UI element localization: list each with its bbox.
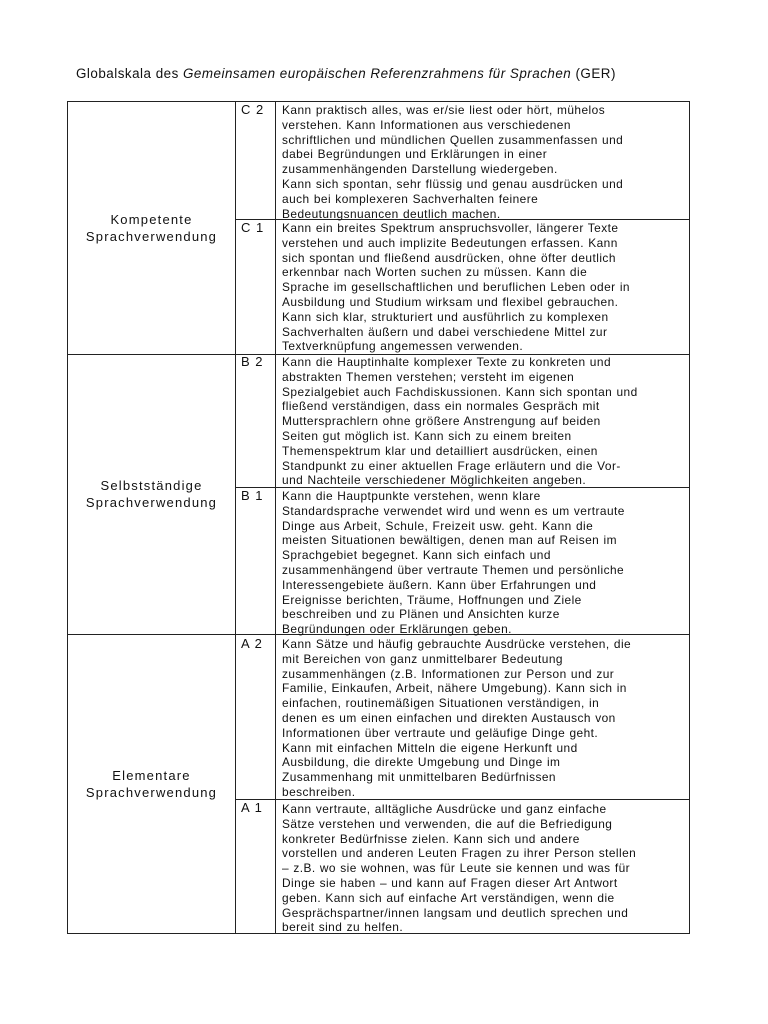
title-prefix: Globalskala des bbox=[76, 66, 183, 81]
description-line: Textverknüpfung angemessen verwenden. bbox=[282, 339, 524, 354]
description-line: Kann ein breites Spektrum anspruchsvoller, längerer Texte bbox=[282, 221, 619, 235]
description-line: abstrakten Themen verstehen; versteht im eigenen bbox=[282, 369, 575, 384]
description-line: Themenspektrum klar und detailliert ausdrücken, einen bbox=[282, 443, 598, 458]
description-line: sich spontan und fließend ausdrücken, ohne öfter deutlich bbox=[282, 250, 616, 265]
description-line: Sätze verstehen und verwenden, die auf die Befriedigung bbox=[282, 816, 613, 831]
description-line: bereit sind zu helfen. bbox=[282, 920, 404, 935]
description-line: Ausbildung und Studium wirksam und flexibel gebrauchen. bbox=[282, 294, 619, 309]
description-line: zusammenhängend über vertraute Themen und persönliche bbox=[282, 562, 625, 577]
description-line: Standpunkt zu einer aktuellen Frage erläutern und die Vor- bbox=[282, 458, 621, 473]
description-line: beschreiben und zu Plänen und Ansichten kurze bbox=[282, 607, 560, 622]
page-title bbox=[76, 66, 716, 81]
level-description-c1 bbox=[282, 221, 686, 354]
description-line: Zusammenhang mit unmittelbaren Bedürfnissen bbox=[282, 770, 556, 785]
category-line2: Sprachverwendung bbox=[85, 495, 218, 510]
description-line: Kann vertraute, alltägliche Ausdrücke und ganz einfache bbox=[282, 802, 607, 816]
title-italic: Gemeinsamen europäischen Referenzrahmens für Sprachen bbox=[183, 66, 572, 81]
category-line1: Kompetente bbox=[110, 212, 193, 227]
category-elementare bbox=[68, 634, 235, 934]
level-description-b2 bbox=[282, 355, 686, 488]
description-line: geben. Kann sich auf einfache Art verständigen, wenn die bbox=[282, 890, 615, 905]
description-line: konkreter Bedürfnisse zielen. Kann sich und andere bbox=[282, 831, 580, 846]
description-line: Ereignisse berichten, Träume, Hoffnungen und Ziele bbox=[282, 592, 582, 607]
description-line: Kann mit einfachen Mitteln die eigene Herkunft und bbox=[282, 740, 578, 755]
level-code-a1: A 1 bbox=[241, 800, 263, 815]
level-description-a1 bbox=[282, 802, 686, 935]
description-line: schriftlichen und mündlichen Quellen zusammenfassen und bbox=[282, 132, 624, 147]
description-line: Gesprächspartner/innen langsam und deutlich sprechen und bbox=[282, 905, 629, 920]
description-line: verstehen und auch implizite Bedeutungen erfassen. Kann bbox=[282, 235, 618, 250]
description-line: Sachverhalten äußern und dabei verschiedene Mittel zur bbox=[282, 324, 608, 339]
description-line: Begründungen oder Erklärungen geben. bbox=[282, 622, 512, 637]
category-line1: Elementare bbox=[112, 768, 191, 783]
description-line: Bedeutungsnuancen deutlich machen. bbox=[282, 206, 501, 221]
description-line: – z.B. wo sie wohnen, was für Leute sie kennen und was für bbox=[282, 861, 631, 876]
description-line: Kann die Hauptpunkte verstehen, wenn klare bbox=[282, 489, 541, 503]
category-kompetente bbox=[68, 102, 235, 354]
description-line: einfachen, routinemäßigen Situationen verständigen, in bbox=[282, 696, 600, 711]
description-line: fließend verständigen, dass ein normales Gespräch mit bbox=[282, 399, 600, 414]
description-line: Kann die Hauptinhalte komplexer Texte zu konkreten und bbox=[282, 355, 612, 369]
level-description-b1 bbox=[282, 489, 686, 637]
description-line: Ausbildung, die direkte Umgebung und Dinge im bbox=[282, 755, 561, 770]
description-line: Dinge sie haben – und kann auf Fragen dieser Art Antwort bbox=[282, 875, 618, 890]
level-description-a2 bbox=[282, 637, 686, 800]
category-column-divider bbox=[235, 102, 236, 933]
description-line: Muttersprachlern ohne größere Anstrengung auf beiden bbox=[282, 414, 601, 429]
category-line2: Sprachverwendung bbox=[85, 785, 218, 800]
description-line: Interessengebiete äußern. Kann über Erfahrungen und bbox=[282, 577, 597, 592]
description-line: Kann sich spontan, sehr flüssig und genau ausdrücken und bbox=[282, 176, 624, 191]
description-line: und Nachteile verschiedener Möglichkeiten angeben. bbox=[282, 473, 587, 488]
description-line: denen es um einen einfachen und direkten Austausch von bbox=[282, 710, 616, 725]
level-description-c2 bbox=[282, 103, 686, 221]
description-line: meisten Situationen bewältigen, denen man auf Reisen im bbox=[282, 533, 617, 548]
description-line: Seiten gut möglich ist. Kann sich zu einem breiten bbox=[282, 428, 572, 443]
level-code-b2: B 2 bbox=[241, 354, 264, 369]
description-line: Kann Sätze und häufig gebrauchte Ausdrücke verstehen, die bbox=[282, 637, 632, 651]
level-code-c1: C 1 bbox=[241, 220, 265, 235]
scale-table bbox=[67, 101, 690, 934]
description-line: zusammenhängen (z.B. Informationen zur Person und zur bbox=[282, 666, 615, 681]
title-suffix: (GER) bbox=[571, 66, 616, 81]
description-line: Sprache im gesellschaftlichen und beruflichen Leben oder in bbox=[282, 280, 630, 295]
description-line: vorstellen und anderen Leuten Fragen zu ihrer Person stellen bbox=[282, 846, 637, 861]
description-line: Kann sich klar, strukturiert und ausführlich zu komplexen bbox=[282, 309, 609, 324]
description-line: erkennbar nach Worten suchen zu müssen. Kann die bbox=[282, 265, 588, 280]
description-line: dabei Begründungen und Erklärungen in einer bbox=[282, 147, 548, 162]
category-selbststaendige bbox=[68, 354, 235, 634]
level-code-a2: A 2 bbox=[241, 636, 263, 651]
description-line: zusammenhängenden Darstellung wiedergeben. bbox=[282, 162, 558, 177]
description-line: auch bei komplexeren Sachverhalten feinere bbox=[282, 191, 539, 206]
description-line: Familie, Einkaufen, Arbeit, nähere Umgebung). Kann sich in bbox=[282, 681, 627, 696]
level-column-divider bbox=[275, 102, 276, 933]
description-line: beschreiben. bbox=[282, 784, 356, 799]
description-line: Informationen über vertraute und geläufige Dinge geht. bbox=[282, 725, 599, 740]
description-line: verstehen. Kann Informationen aus verschiedenen bbox=[282, 117, 571, 132]
description-line: Kann praktisch alles, was er/sie liest oder hört, mühelos bbox=[282, 103, 606, 117]
level-code-c2: C 2 bbox=[241, 102, 265, 117]
description-line: Spezialgebiet auch Fachdiskussionen. Kann sich spontan und bbox=[282, 384, 638, 399]
description-line: Standardsprache verwendet wird und wenn es um vertraute bbox=[282, 503, 625, 518]
level-code-b1: B 1 bbox=[241, 488, 264, 503]
description-line: Sprachgebiet begegnet. Kann sich einfach und bbox=[282, 548, 551, 563]
category-line1: Selbstständige bbox=[100, 478, 203, 493]
description-line: Dinge aus Arbeit, Schule, Freizeit usw. geht. Kann die bbox=[282, 518, 594, 533]
description-line: mit Bereichen von ganz unmittelbarer Bedeutung bbox=[282, 651, 563, 666]
category-line2: Sprachverwendung bbox=[85, 229, 218, 244]
